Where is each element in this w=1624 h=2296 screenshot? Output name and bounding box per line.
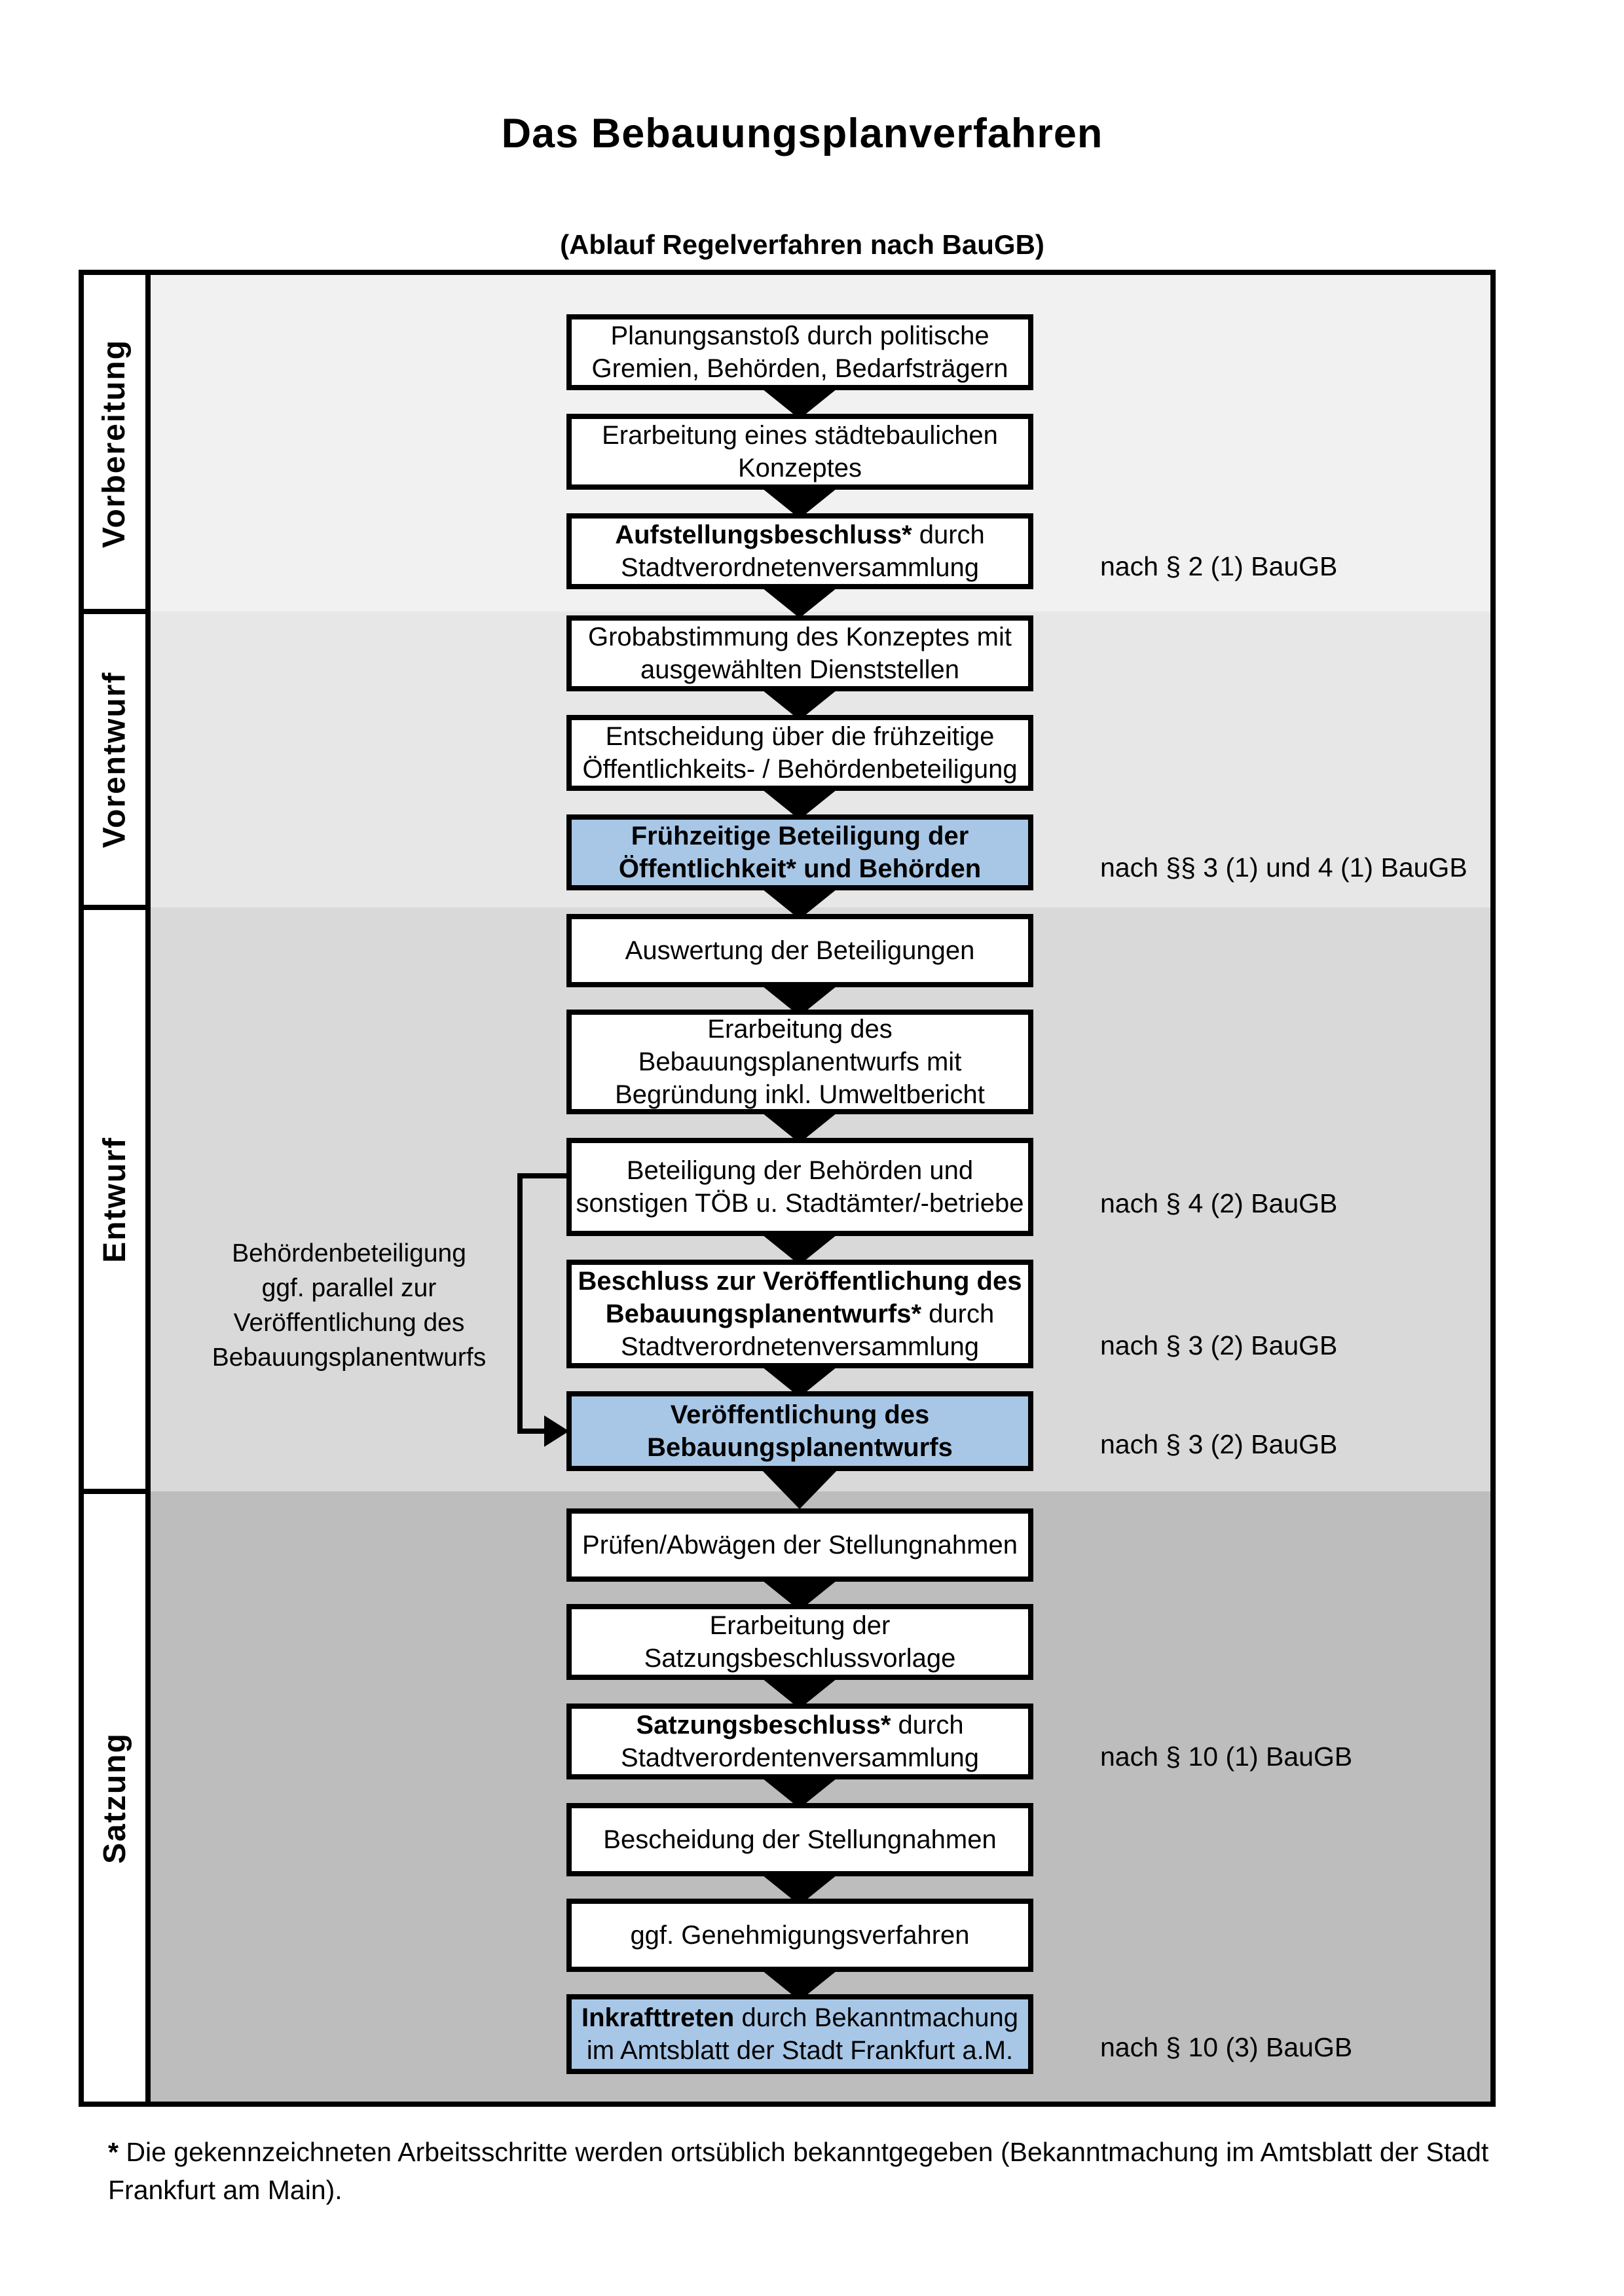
flow-box-beschluss-veroeffentlichung: Beschluss zur Veröffentlichung des Bebauungsplanentwurfs* durch Stadtverordnetenversammlung [566, 1260, 1033, 1368]
flow-box-auswertung: Auswertung der Beteiligungen [566, 914, 1033, 987]
flow-box-bescheidung: Bescheidung der Stellungnahmen [566, 1803, 1033, 1876]
legal-note-satzungsbeschluss: nach § 10 (1) BauGB [1100, 1741, 1353, 1772]
flow-arrow-down-icon [759, 585, 840, 618]
phase-label-vorbereitung: Vorbereitung [97, 338, 132, 548]
legal-note-beteiligung-behoerden: nach § 4 (2) BauGB [1100, 1188, 1338, 1218]
page-title: Das Bebauungsplanverfahren [501, 111, 1103, 156]
legal-note-veroeffentlichung: nach § 3 (2) BauGB [1100, 1429, 1338, 1459]
flow-box-satzungsbeschluss: Satzungsbeschluss* durch Stadtverordentenversammlung [566, 1704, 1033, 1779]
flowchart-frame [79, 270, 1496, 2107]
phase-label-vorentwurf: Vorentwurf [97, 671, 132, 848]
phase-label-entwurf: Entwurf [97, 1136, 132, 1263]
flow-box-inkrafttreten: Inkrafttreten durch Bekanntmachung im Amtsblatt der Stadt Frankfurt a.M. [566, 1994, 1033, 2074]
flow-box-genehmigung: ggf. Genehmigungsverfahren [566, 1899, 1033, 1972]
flow-box-pruefen: Prüfen/Abwägen der Stellungnahmen [566, 1508, 1033, 1582]
flow-arrow-down-icon [759, 1467, 840, 1509]
page-subtitle: (Ablauf Regelverfahren nach BauGB) [560, 229, 1044, 260]
connector-line-vertical [517, 1173, 523, 1434]
flow-box-erarbeitung-entwurf: Erarbeitung des Bebauungsplanentwurfs mit Begründung inkl. Umweltbericht [566, 1010, 1033, 1114]
footnote-asterisk: * [108, 2137, 119, 2167]
phase-divider-3 [84, 1489, 145, 1494]
phase-label-satzung: Satzung [97, 1732, 132, 1864]
connector-arrow-right-icon [544, 1415, 569, 1447]
flow-box-veroeffentlichung: Veröffentlichung des Bebauungsplanentwurfs [566, 1391, 1033, 1471]
side-note-behoerdenbeteiligung: Behördenbeteiligung ggf. parallel zur Veröffentlichung des Bebauungsplanentwurfs [212, 1239, 487, 1372]
flow-box-aufstellungsbeschluss: Aufstellungsbeschluss* durch Stadtverordnetenversammlung [566, 513, 1033, 589]
legal-note-inkrafttreten: nach § 10 (3) BauGB [1100, 2032, 1353, 2062]
footnote-text: Die gekennzeichneten Arbeitsschritte werden ortsüblich bekanntgegeben (Bekanntmachung im Amtsblatt der Stadt Frankfurt am Main). [108, 2137, 1489, 2205]
flow-box-planungsanstoss: Planungsanstoß durch politische Gremien, Behörden, Bedarfsträgern [566, 314, 1033, 390]
flow-box-fruehzeitige-beteiligung: Frühzeitige Beteiligung der Öffentlichkeit* und Behörden [566, 814, 1033, 890]
footnote [108, 2133, 1516, 2209]
flow-box-grobabstimmung: Grobabstimmung des Konzeptes mit ausgewählten Dienststellen [566, 615, 1033, 691]
legal-note-aufstellungsbeschluss: nach § 2 (1) BauGB [1100, 551, 1338, 581]
connector-line-horizontal [517, 1173, 566, 1178]
flow-box-satzungsvorlage: Erarbeitung der Satzungsbeschlussvorlage [566, 1604, 1033, 1680]
legal-note-fruehzeitige-beteiligung: nach §§ 3 (1) und 4 (1) BauGB [1100, 852, 1467, 883]
legal-note-beschluss-veroeffentlichung: nach § 3 (2) BauGB [1100, 1330, 1338, 1360]
flow-box-entscheidung: Entscheidung über die frühzeitige Öffentlichkeits- / Behördenbeteiligung [566, 715, 1033, 791]
flow-box-konzept: Erarbeitung eines städtebaulichen Konzeptes [566, 414, 1033, 490]
flow-box-beteiligung-behoerden: Beteiligung der Behörden und sonstigen TÖB u. Stadtämter/-betriebe [566, 1138, 1033, 1236]
